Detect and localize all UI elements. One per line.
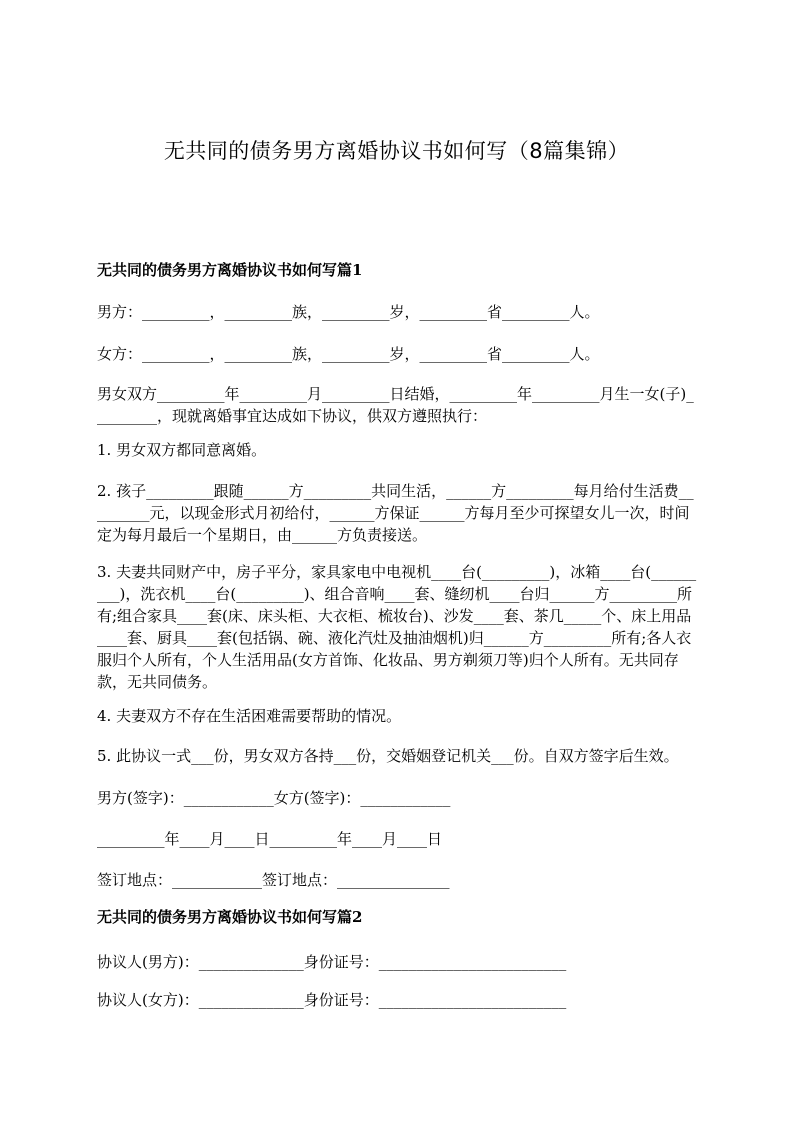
clause-5: 5. 此协议一式___份，男女双方各持___份，交婚姻登记机关___份。自双方签字后生效。	[97, 747, 679, 765]
section1-heading: 无共同的债务男方离婚协议书如何写篇1	[97, 261, 363, 279]
man-info-line: 男方：_________，_________族，_________岁，_________省_________人。	[97, 303, 600, 321]
signing-place-line: 签订地点：____________签订地点：_______________	[97, 871, 450, 889]
party-man-line: 协议人(男方)：______________身份证号：_________________________	[97, 953, 567, 971]
section2-heading: 无共同的债务男方离婚协议书如何写篇2	[97, 908, 363, 926]
clause-2: 2. 孩子_________跟随______方_________共同生活，______方_________每月给付生活费_________元，以现金形式月初给付，______方保证______方每月至少可探望女儿一次，时间定为每月最后一个星期日，由______方负责接送。	[97, 482, 694, 544]
date-line: _________年____月____日_________年____月____日	[97, 830, 443, 848]
clause-1: 1. 男女双方都同意离婚。	[97, 441, 267, 459]
clause-4: 4. 夫妻双方不存在生活困难需要帮助的情况。	[97, 707, 402, 725]
woman-info-line: 女方：_________，_________族，_________岁，_________省_________人。	[97, 345, 600, 363]
party-woman-line: 协议人(女方)：______________身份证号：_________________________	[97, 991, 567, 1009]
clause-3: 3. 夫妻共同财产中，房子平分，家具家电中电视机____台(_________)，冰箱____台(_________)，洗衣机____台(_________)、组合音响____套、缝纫机____台归______方_________所有;组合家具____套(床、床头柜、大衣柜、梳妆台)、沙发____套、茶几_____个、床上用品____套、厨具____套(包括锅、碗、液化汽灶及抽油烟机)归______方_________所有;各人衣服归个人所有，个人生活用品(女方首饰、化妆品、男方剃须刀等)归个人所有。无共同存款，无共同债务。	[97, 563, 697, 691]
marriage-paragraph: 男女双方_________年_________月_________日结婚，_________年_________月生一女(子)_________，现就离婚事宜达成如下协议，供双方遵照执行：	[97, 385, 694, 425]
signature-line: 男方(签字)：____________女方(签字)：____________	[97, 789, 451, 807]
page-title: 无共同的债务男方离婚协议书如何写（8篇集锦）	[163, 139, 630, 163]
